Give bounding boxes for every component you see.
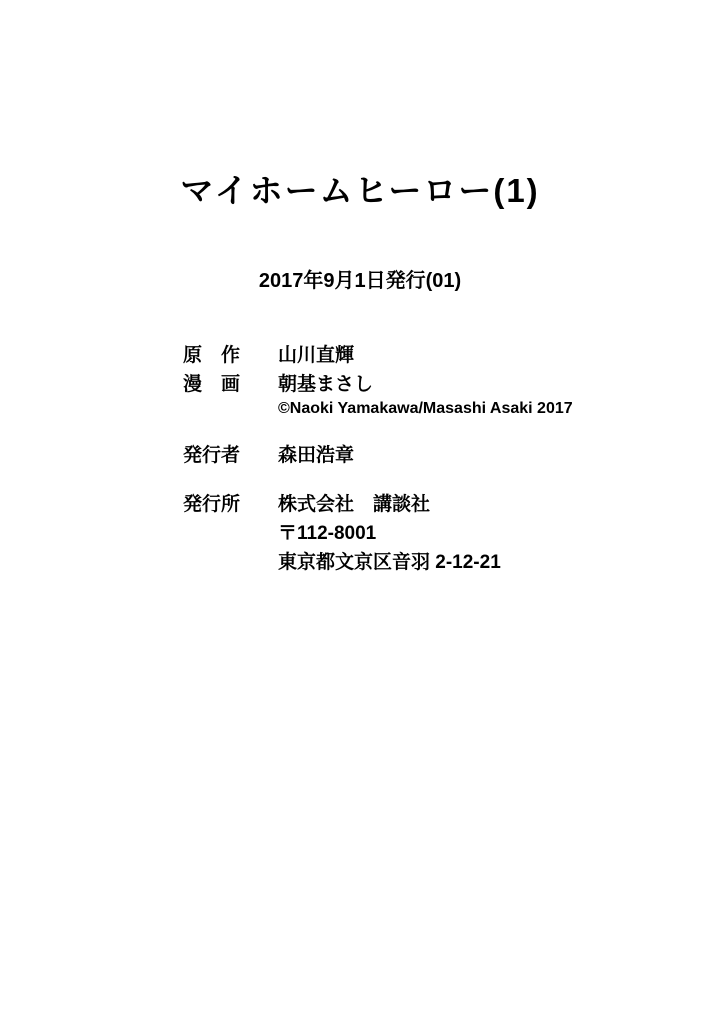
- credit-value-original-author: 山川直輝: [278, 345, 355, 366]
- credit-label-original-author: 原 作: [182, 345, 240, 366]
- publisher-postal-code: 〒112-8001: [278, 523, 377, 544]
- copyright-notice: ©Naoki Yamakawa/Masashi Asaki 2017: [278, 400, 573, 417]
- credit-row-artist: [0, 369, 720, 396]
- credit-label-publisher-person: 発行者: [182, 445, 240, 466]
- publisher-address: 東京都文京区音羽 2-12-21: [278, 552, 501, 573]
- credit-value-publisher-person: 森田浩章: [278, 445, 355, 466]
- credit-row-publisher-person: [0, 440, 720, 467]
- page-title: マイホームヒーロー(1): [180, 172, 540, 209]
- credit-value-publisher-company: 株式会社 講談社: [278, 494, 431, 515]
- credit-value-artist: 朝基まさし: [278, 374, 374, 395]
- credit-row-original-author: [0, 340, 720, 367]
- publication-date: 2017年9月1日発行(01): [258, 270, 462, 292]
- credit-label-publisher-company: 発行所: [182, 494, 240, 515]
- credit-label-artist: 漫 画: [182, 374, 240, 395]
- credit-row-publisher-company: [0, 489, 720, 516]
- colophon-details: [0, 340, 720, 574]
